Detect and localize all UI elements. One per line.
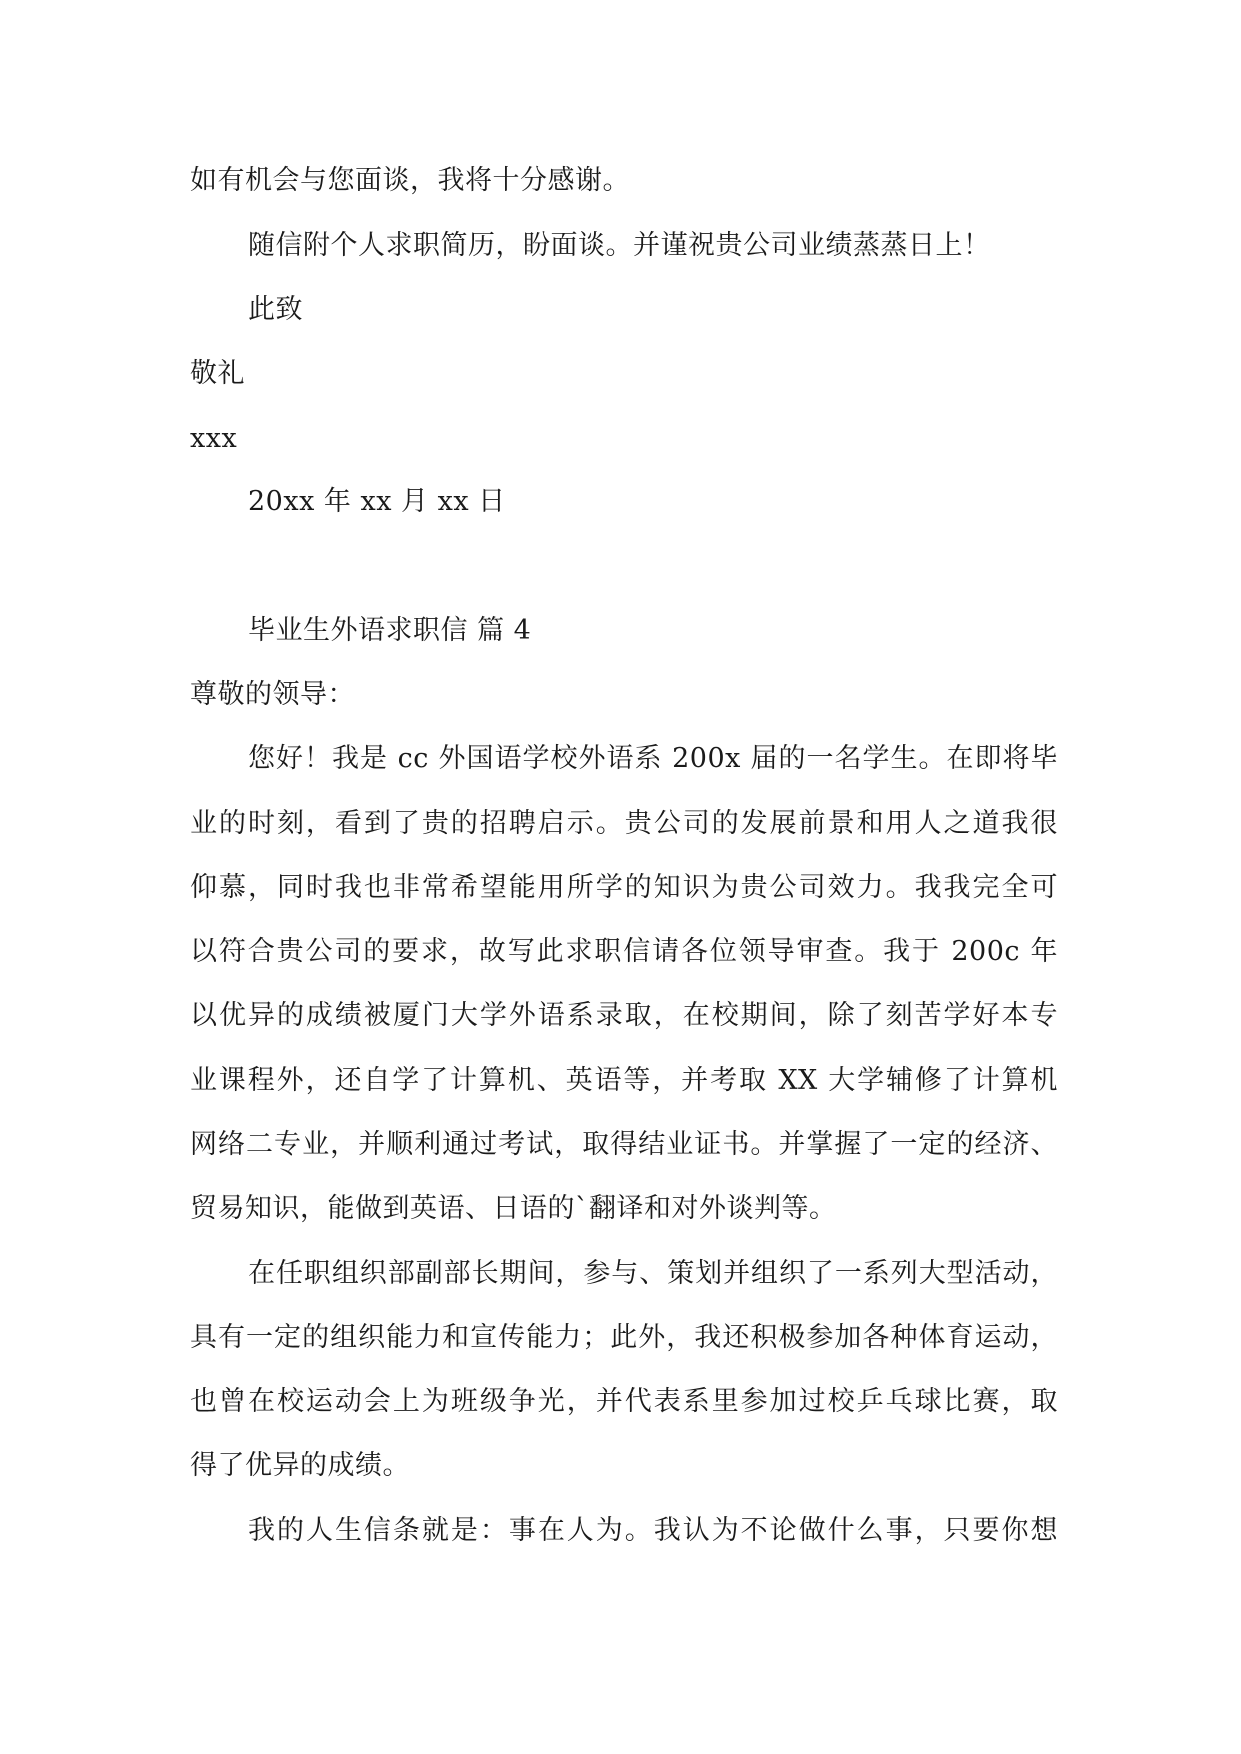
paragraph-1-line-4: 以符合贵公司的要求，故写此求职信请各位领导审查。我于 200c 年 (190, 936, 1058, 967)
text-line-date: 20xx 年 xx 月 xx 日 (248, 486, 506, 517)
paragraph-2-line-4: 得了优异的成绩。 (190, 1450, 410, 1481)
paragraph-1-line-3: 仰慕，同时我也非常希望能用所学的知识为贵公司效力。我我完全可 (190, 872, 1058, 903)
paragraph-1-line-7: 网络二专业，并顺利通过考试，取得结业证书。并掌握了一定的经济、 (190, 1129, 1058, 1160)
paragraph-1-line-8: 贸易知识，能做到英语、日语的`翻译和对外谈判等。 (190, 1193, 837, 1224)
paragraph-2-line-1: 在任职组织部副部长期间，参与、策划并组织了一系列大型活动， (248, 1258, 1058, 1289)
section-heading: 毕业生外语求职信 篇 4 (248, 615, 532, 646)
paragraph-1-line-2: 业的时刻，看到了贵的招聘启示。贵公司的发展前景和用人之道我很 (190, 808, 1058, 839)
paragraph-1-line-6: 业课程外，还自学了计算机、英语等，并考取 XX 大学辅修了计算机 (190, 1065, 1058, 1096)
text-line-salutation-cizhi: 此致 (248, 294, 303, 325)
text-line-closing-thanks: 如有机会与您面谈，我将十分感谢。 (190, 165, 630, 196)
paragraph-2-line-2: 具有一定的组织能力和宣传能力；此外，我还积极参加各种体育运动， (190, 1322, 1058, 1353)
text-line-greeting: 尊敬的领导： (190, 679, 355, 710)
paragraph-3-line-1: 我的人生信条就是：事在人为。我认为不论做什么事，只要你想 (248, 1515, 1058, 1546)
paragraph-1-line-5: 以优异的成绩被厦门大学外语系录取，在校期间，除了刻苦学好本专 (190, 1000, 1058, 1031)
paragraph-2-line-3: 也曾在校运动会上为班级争光，并代表系里参加过校乒乓球比赛，取 (190, 1386, 1058, 1417)
text-line-attachment-note: 随信附个人求职简历，盼面谈。并谨祝贵公司业绩蒸蒸日上！ (248, 230, 991, 261)
text-line-salutation-jingli: 敬礼 (190, 358, 245, 389)
paragraph-1-line-1: 您好！我是 cc 外国语学校外语系 200x 届的一名学生。在即将毕 (248, 743, 1058, 774)
text-line-signature: xxx (190, 423, 238, 454)
